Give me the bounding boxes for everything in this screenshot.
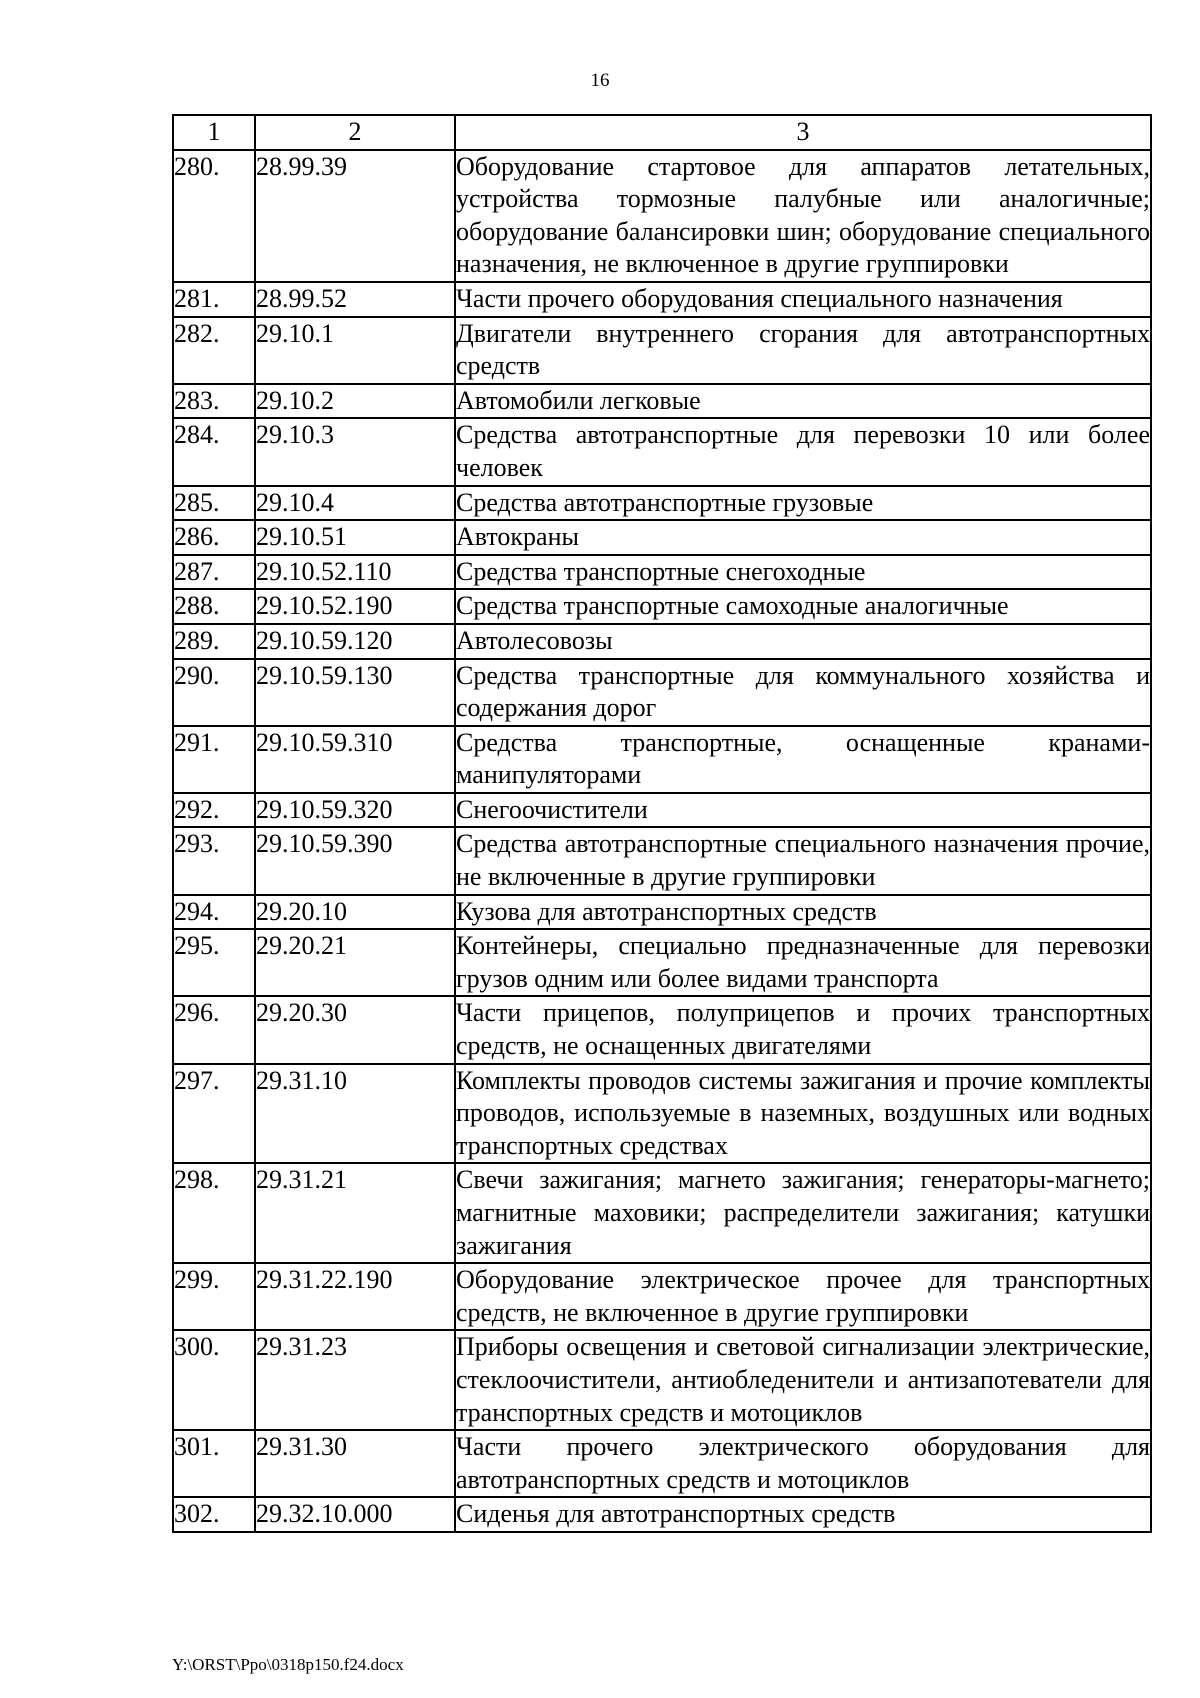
header-cell-1: 1 [173, 115, 255, 150]
row-number-cell: 300. [173, 1330, 255, 1430]
row-description-cell: Снегоочистители [455, 793, 1151, 828]
row-code-cell: 29.10.51 [255, 520, 455, 555]
table-row [173, 827, 1151, 894]
row-number-cell: 290. [173, 659, 255, 726]
row-description-cell: Оборудование стартовое для аппаратов летательных, устройства тормозные палубные или аналогичные; оборудование балансировки шин; оборудование специального назначения, не включенное в другие группировки [455, 150, 1151, 282]
header-cell-2: 2 [255, 115, 455, 150]
table-row [173, 282, 1151, 317]
table-row [173, 418, 1151, 485]
row-number-cell: 298. [173, 1163, 255, 1263]
row-description-cell: Средства транспортные, оснащенные кранами-манипуляторами [455, 726, 1151, 793]
row-code-cell: 29.10.59.120 [255, 624, 455, 659]
row-number-cell: 296. [173, 996, 255, 1063]
classification-table [172, 114, 1152, 1533]
row-description-cell: Комплекты проводов системы зажигания и прочие комплекты проводов, используемые в наземных, воздушных или водных транспортных средствах [455, 1064, 1151, 1164]
row-description-cell: Сиденья для автотранспортных средств [455, 1497, 1151, 1532]
row-code-cell: 29.32.10.000 [255, 1497, 455, 1532]
row-code-cell: 28.99.39 [255, 150, 455, 282]
table-row [173, 1163, 1151, 1263]
row-code-cell: 29.10.52.190 [255, 589, 455, 624]
row-description-cell: Контейнеры, специально предназначенные для перевозки грузов одним или более видами транспорта [455, 929, 1151, 996]
row-description-cell: Части прицепов, полуприцепов и прочих транспортных средств, не оснащенных двигателями [455, 996, 1151, 1063]
table-row [173, 317, 1151, 384]
row-number-cell: 295. [173, 929, 255, 996]
table-row [173, 793, 1151, 828]
row-code-cell: 29.10.59.390 [255, 827, 455, 894]
row-code-cell: 29.10.4 [255, 486, 455, 521]
page-number: 16 [590, 70, 610, 91]
table-row [173, 589, 1151, 624]
row-code-cell: 29.10.59.320 [255, 793, 455, 828]
row-description-cell: Автолесовозы [455, 624, 1151, 659]
row-description-cell: Средства транспортные для коммунального хозяйства и содержания дорог [455, 659, 1151, 726]
row-description-cell: Средства транспортные самоходные аналогичные [455, 589, 1151, 624]
row-description-cell: Свечи зажигания; магнето зажигания; генераторы-магнето; магнитные маховики; распределители зажигания; катушки зажигания [455, 1163, 1151, 1263]
table-row [173, 726, 1151, 793]
row-description-cell: Автомобили легковые [455, 384, 1151, 419]
table-row [173, 486, 1151, 521]
table-row [173, 624, 1151, 659]
row-number-cell: 301. [173, 1430, 255, 1497]
row-code-cell: 29.20.10 [255, 895, 455, 930]
row-code-cell: 29.31.10 [255, 1064, 455, 1164]
row-number-cell: 293. [173, 827, 255, 894]
row-number-cell: 286. [173, 520, 255, 555]
row-code-cell: 29.10.2 [255, 384, 455, 419]
row-number-cell: 280. [173, 150, 255, 282]
row-description-cell: Средства транспортные снегоходные [455, 555, 1151, 590]
row-code-cell: 28.99.52 [255, 282, 455, 317]
table-row [173, 384, 1151, 419]
row-code-cell: 29.31.30 [255, 1430, 455, 1497]
row-code-cell: 29.10.1 [255, 317, 455, 384]
row-description-cell: Автокраны [455, 520, 1151, 555]
row-number-cell: 283. [173, 384, 255, 419]
row-number-cell: 302. [173, 1497, 255, 1532]
table-row [173, 150, 1151, 282]
row-description-cell: Двигатели внутреннего сгорания для автотранспортных средств [455, 317, 1151, 384]
row-number-cell: 291. [173, 726, 255, 793]
row-description-cell: Части прочего оборудования специального назначения [455, 282, 1151, 317]
row-number-cell: 297. [173, 1064, 255, 1164]
row-code-cell: 29.10.59.310 [255, 726, 455, 793]
table-row [173, 1263, 1151, 1330]
table-row [173, 1497, 1151, 1532]
row-code-cell: 29.10.52.110 [255, 555, 455, 590]
table-row [173, 929, 1151, 996]
row-code-cell: 29.10.3 [255, 418, 455, 485]
footer-file-path: Y:\ORST\Ppo\0318p150.f24.docx [172, 1655, 404, 1674]
row-code-cell: 29.10.59.130 [255, 659, 455, 726]
table-row [173, 1430, 1151, 1497]
row-code-cell: 29.31.23 [255, 1330, 455, 1430]
row-number-cell: 287. [173, 555, 255, 590]
row-code-cell: 29.31.21 [255, 1163, 455, 1263]
table-row [173, 555, 1151, 590]
row-number-cell: 288. [173, 589, 255, 624]
table-body [173, 115, 1151, 1532]
row-description-cell: Средства автотранспортные специального назначения прочие, не включенные в другие группировки [455, 827, 1151, 894]
table-row [173, 659, 1151, 726]
row-description-cell: Средства автотранспортные грузовые [455, 486, 1151, 521]
row-code-cell: 29.20.21 [255, 929, 455, 996]
row-number-cell: 284. [173, 418, 255, 485]
table-header-row [173, 115, 1151, 150]
row-description-cell: Кузова для автотранспортных средств [455, 895, 1151, 930]
row-number-cell: 292. [173, 793, 255, 828]
row-number-cell: 285. [173, 486, 255, 521]
table-row [173, 996, 1151, 1063]
row-description-cell: Оборудование электрическое прочее для транспортных средств, не включенное в другие группировки [455, 1263, 1151, 1330]
table-row [173, 895, 1151, 930]
table-row [173, 1330, 1151, 1430]
row-number-cell: 294. [173, 895, 255, 930]
row-number-cell: 289. [173, 624, 255, 659]
row-code-cell: 29.31.22.190 [255, 1263, 455, 1330]
row-description-cell: Приборы освещения и световой сигнализации электрические, стеклоочистители, антиобледенители и антизапотеватели для транспортных средств и мотоциклов [455, 1330, 1151, 1430]
row-number-cell: 282. [173, 317, 255, 384]
row-description-cell: Средства автотранспортные для перевозки 10 или более человек [455, 418, 1151, 485]
table-row [173, 1064, 1151, 1164]
header-cell-3: 3 [455, 115, 1151, 150]
row-description-cell: Части прочего электрического оборудования для автотранспортных средств и мотоциклов [455, 1430, 1151, 1497]
row-number-cell: 299. [173, 1263, 255, 1330]
row-code-cell: 29.20.30 [255, 996, 455, 1063]
table-row [173, 520, 1151, 555]
row-number-cell: 281. [173, 282, 255, 317]
